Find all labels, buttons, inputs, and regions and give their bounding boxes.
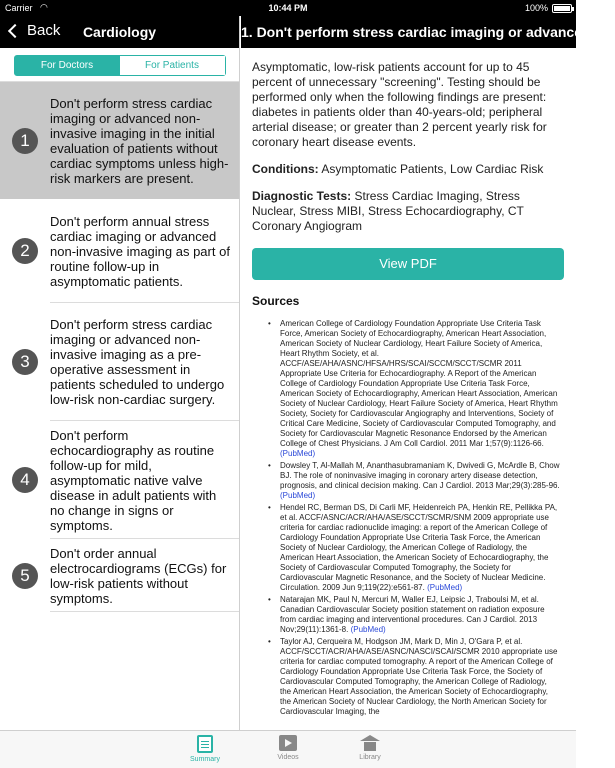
list-item[interactable] xyxy=(0,539,239,612)
source-item: • Taylor AJ, Cerqueira M, Hodgson JM, Mark D, Min J, O'Gara P, et al. ACCF/SCCT/ACR/AHA/ASE/ASNC/NASCI/SCAI/SCMR 2010 appropriate use criteria for cardiac computed tomography. A report of the American College of Cardiology Foundation Appropriate Use Criteria Task Force, the Society of Cardiovascular Computed Tomography, the American College of Radiology, the American Heart Association, the American Society of Echocardiography, the American Society of Nuclear Cardiology, the North American Society for Cardiovascular Imaging, the xyxy=(280,637,560,717)
recommendation-text: Don't perform stress cardiac imaging or advanced non-invasive imaging in the initial evaluation of patients without cardiac symptoms unless high-risk markers are present. xyxy=(50,95,229,186)
audience-segmented-control xyxy=(14,55,226,76)
diagnostic-tests-label: Diagnostic Tests: xyxy=(252,189,352,203)
number-badge: 4 xyxy=(12,467,38,493)
pubmed-link[interactable]: (PubMed) xyxy=(427,583,463,592)
source-item: • Hendel RC, Berman DS, Di Carli MF, Heidenreich PA, Henkin RE, Pellikka PA, et al. ACCF/ASNC/ACR/AHA/ASE/SCCT/SCMR/SNM 2009 appropriate use criteria for cardiac radionuclide imaging: a report of the American College of Cardiology Foundation Appropriate Use Criteria Task Force, the American Society of Nuclear Cardiology, the American College of Radiology, the American Heart Association, the American Society of Echocardiography, the Society of Cardiovascular Computed Tomography, the Society for Cardiovascular Magnetic Resonance, and the Society of Nuclear Medicine. Circulation. 2009 Jun 9;119(22):e561-87. (PubMed) xyxy=(280,503,560,593)
number-badge: 5 xyxy=(12,563,38,589)
detail-intro: Asymptomatic, low-risk patients account for up to 45 percent of unnecessary "screening". Testing should be performed only when the following findings are present: diabetes in patients older than 40-years-old; peripheral arterial disease; or greater than 2 percent yearly risk for coronary heart disease events. xyxy=(252,60,547,149)
pubmed-link[interactable]: (PubMed) xyxy=(280,491,316,500)
recommendation-text: Don't perform echocardiography as routine follow-up for mild, asymptomatic native valve disease in adult patients with no change in signs or symptoms. xyxy=(50,427,217,533)
diagnostic-tests-field xyxy=(252,189,564,234)
recommendation-detail-pane xyxy=(241,16,615,730)
list-item[interactable] xyxy=(0,82,239,199)
tab-summary[interactable] xyxy=(175,735,235,763)
tab-bar xyxy=(0,730,576,768)
source-item: • American College of Cardiology Foundation Appropriate Use Criteria Task Force, American Society of Echocardiography, American Heart Association, American Society of Nuclear Cardiology, Heart Failure Society of America, Heart Rhythm Society, et al. ACCF/ASE/AHA/ASNC/HFSA/HRS/SCAI/SCCM/SCCT/SCMR 2011 Appropriate Use Criteria for Echocardiography. A Report of the American College of Cardiology Foundation Appropriate Use Criteria Task Force, American Society of Echocardiography, American Heart Association, American Society of Nuclear Cardiology, Heart Failure Society of America, Heart Rhythm Society, Society for Cardiovascular Angiography and Interventions, Society of Critical Care Medicine, Society of Cardiovascular Computed Tomography, and Society for Cardiovascular Magnetic Resonance Endorsed by the American College of Chest Physicians. J Am Coll Cardiol. 2011 Mar 1;57(9):1126-66. (PubMed) xyxy=(280,319,560,459)
wifi-icon: ◠ xyxy=(40,2,48,12)
list-item[interactable] xyxy=(0,199,239,303)
back-label: Back xyxy=(27,22,61,39)
left-nav-bar xyxy=(0,16,239,48)
number-badge: 3 xyxy=(12,349,38,375)
segment-for-doctors[interactable]: For Doctors xyxy=(15,56,120,75)
conditions-field xyxy=(252,162,564,177)
tab-videos-label: Videos xyxy=(277,754,299,761)
detail-content xyxy=(241,48,576,717)
conditions-label: Conditions: xyxy=(252,162,319,176)
diagnostic-tests-value: Stress Cardiac Imaging, Stress Nuclear, Stress MIBI, Stress Echocardiography, CT Coronary Angiogram xyxy=(252,189,524,233)
library-icon xyxy=(360,735,380,751)
tab-videos[interactable] xyxy=(258,735,318,761)
segment-for-patients[interactable]: For Patients xyxy=(120,56,225,75)
tab-library-label: Library xyxy=(359,754,381,761)
status-time: 10:44 PM xyxy=(268,3,308,13)
summary-icon xyxy=(197,735,213,753)
tab-library[interactable] xyxy=(340,735,400,761)
list-item[interactable] xyxy=(0,303,239,421)
number-badge: 1 xyxy=(12,128,38,154)
source-item: • Natarajan MK, Paul N, Mercuri M, Waller EJ, Leipsic J, Traboulsi M, et al. Canadian Cardiovascular Society position statement on radiation exposure from cardiac imaging and interventional procedures. Can J Cardiol. 2013 Nov;29(11):1361-8. (PubMed) xyxy=(280,595,560,635)
detail-title: 1. Don't perform stress cardiac imaging or advanced n... xyxy=(241,16,576,48)
recommendation-list xyxy=(0,82,239,612)
source-item: • Dowsley T, Al-Mallah M, Ananthasubramaniam K, Dwivedi G, McArdle B, Chow BJ. The role of noninvasive imaging in coronary artery disease detection, prognosis, and clinical decision making. Can J Cardiol. 2013 Mar;29(3):285-96. (PubMed) xyxy=(280,461,560,501)
recommendation-text: Don't perform annual stress cardiac imaging or advanced non-invasive imaging as part of routine follow-up in asymptomatic patients. xyxy=(50,213,230,289)
recommendation-list-pane xyxy=(0,16,240,730)
status-bar xyxy=(0,0,576,16)
battery-icon xyxy=(552,4,572,13)
list-item[interactable] xyxy=(0,421,239,539)
pubmed-link[interactable]: (PubMed) xyxy=(280,449,316,458)
nav-title: Cardiology xyxy=(82,24,157,40)
battery-percent: 100% xyxy=(524,3,548,13)
sources-heading: Sources xyxy=(252,294,300,308)
recommendation-text: Don't perform stress cardiac imaging or advanced non-invasive imaging as a pre-operative assessment in patients scheduled to undergo low-risk non-cardiac surgery. xyxy=(50,317,225,407)
pubmed-link[interactable]: (PubMed) xyxy=(350,625,386,634)
videos-icon xyxy=(279,735,297,751)
recommendation-text: Don't order annual electrocardiograms (ECGs) for low-risk patients without symptoms. xyxy=(50,545,227,606)
view-pdf-button[interactable]: View PDF xyxy=(252,248,564,280)
audience-segment-wrap xyxy=(0,48,239,82)
carrier-label: Carrier xyxy=(5,3,33,13)
sources-list xyxy=(252,319,564,717)
tab-summary-label: Summary xyxy=(190,756,220,763)
number-badge: 2 xyxy=(12,238,38,264)
conditions-value: Asymptomatic Patients, Low Cardiac Risk xyxy=(318,162,544,176)
list-separator xyxy=(50,611,239,612)
